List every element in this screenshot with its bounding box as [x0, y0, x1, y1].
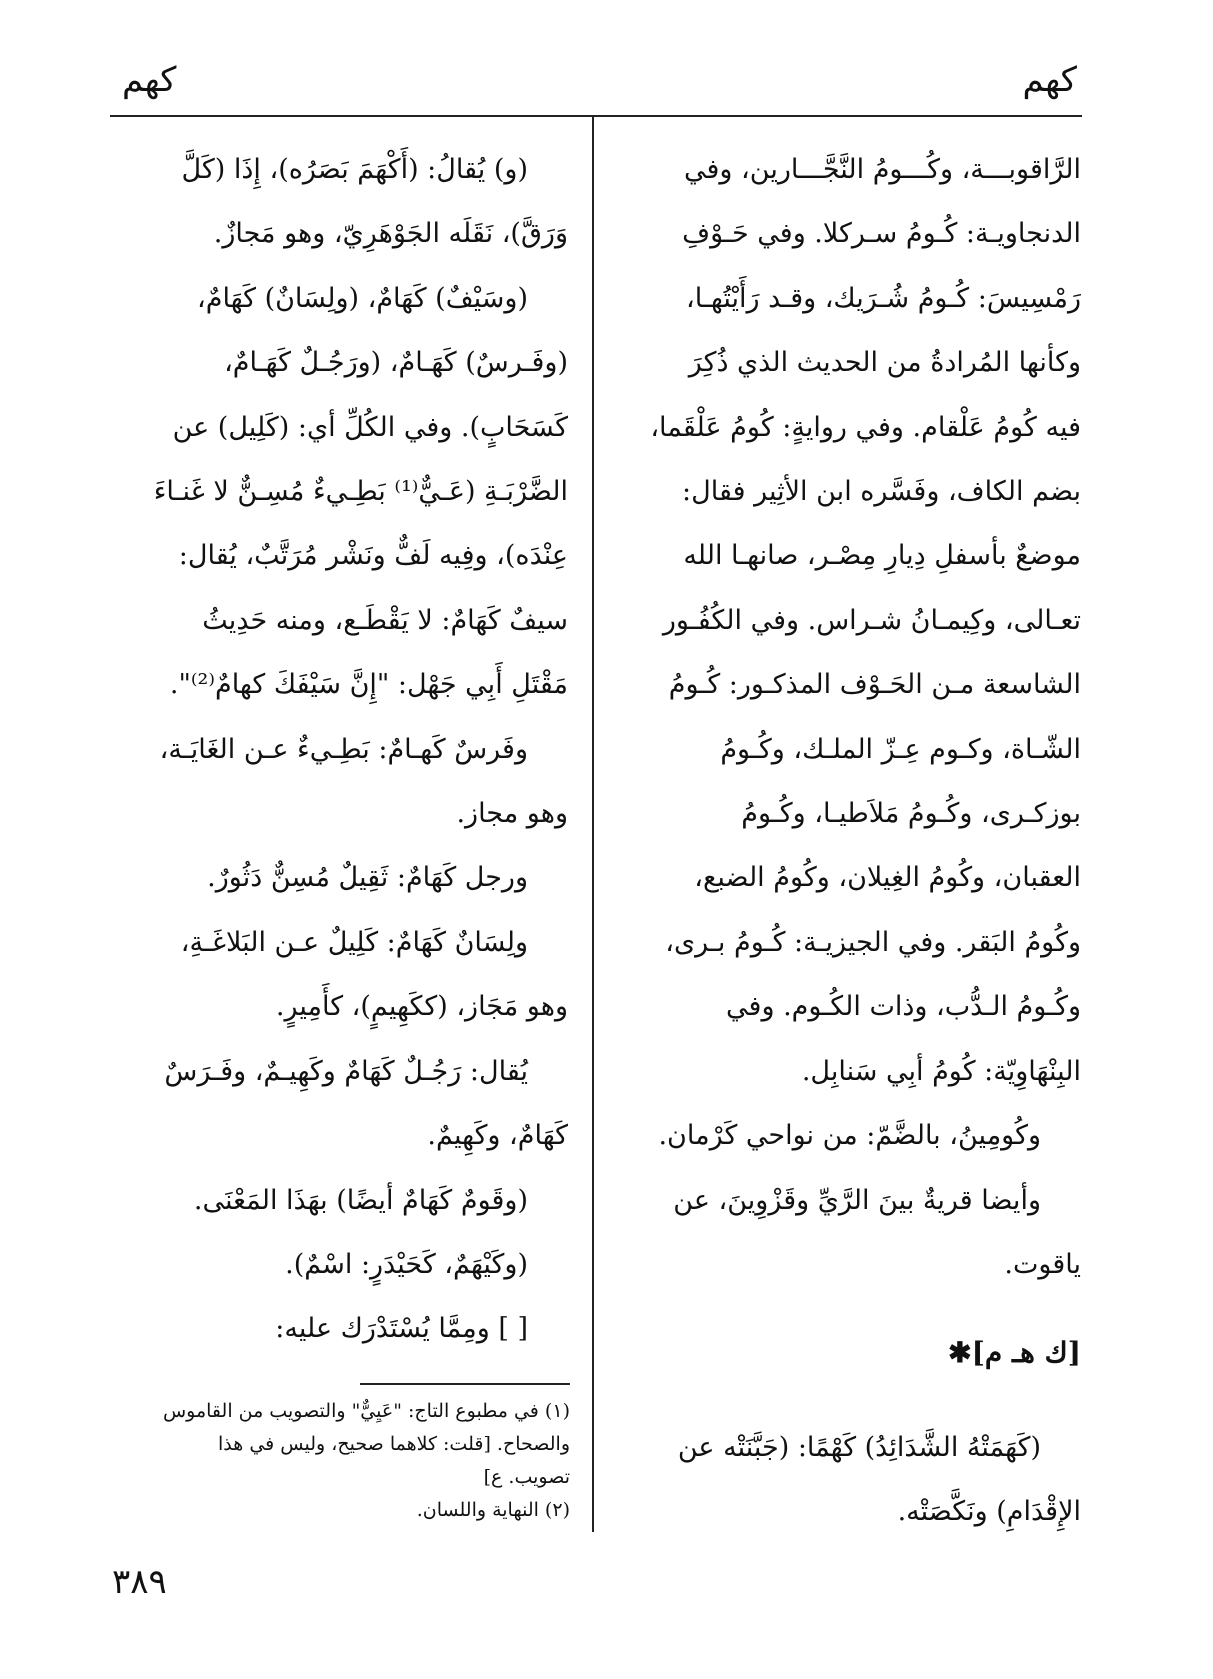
text-line: كَسَحَابٍ). وفي الكُلِّ أي: (كَلِيل) عن — [172, 411, 568, 443]
text-line: (وفَـرسٌ) كَهَـامٌ، (ورَجُـلٌ كَهَـامٌ، — [224, 347, 568, 379]
text-line: الرَّاقوبـــة، وكُـــومُ النَّجَّـــارين، وفي — [684, 154, 1081, 185]
text-line: الشاسعة مـن الحَـوْف المذكـور: كُـومُ — [668, 669, 1081, 701]
left-column — [118, 138, 568, 1362]
text-line: يُقال: رَجُـلٌ كَهَامٌ وكَهِيـمٌ، وفَـرَسٌ — [164, 1055, 528, 1087]
text-line: البِنْهَاوِيّة: كُومُ أبِي سَنابِل. — [801, 1055, 1081, 1087]
text-line: بوزكـرى، وكُـومُ مَلاَطيـا، وكُـومُ — [741, 798, 1081, 830]
text-line: وَرَقَّ)، نَقَلَه الجَوْهَرِيّ، وهو مَجازٌ. — [213, 218, 568, 250]
text-line: ورجل كَهَامٌ: ثَقِيلٌ مُسِنٌّ دَثُورٌ. — [207, 862, 528, 894]
footnotes — [118, 1395, 570, 1527]
text-line: مَقْتَلِ أَبِي جَهْل: "إِنَّ سَيْفَكَ كهامٌ⁽²⁾". — [169, 669, 568, 701]
right-column — [626, 138, 1081, 1545]
text-line: وكأنها المُرادةُ من الحديث الذي ذُكِرَ — [688, 347, 1081, 379]
running-header-left: كهم — [122, 60, 177, 100]
text-line: كَهَامٌ، وكَهِيمٌ. — [427, 1120, 568, 1152]
text-line: العقبان، وكُومُ الغِيلان، وكُومُ الضبع، — [694, 862, 1081, 894]
text-line: الشّـاة، وكـوم عِـزّ الملـك، وكُـومُ — [720, 733, 1081, 765]
text-line: (وكَيْهَمٌ، كَحَيْدَرٍ: اسْمٌ). — [285, 1248, 528, 1280]
definition-line-1: (كَهَمَتْهُ الشَّدَائِدُ) كَهْمًا: (جَبَّنَتْه عن — [677, 1431, 1041, 1463]
running-header-right: كهم — [1022, 60, 1077, 100]
text-line: عِنْدَه)، وفِيه لَفٌّ ونَشْر مُرَتَّبٌ، يُقال: — [178, 540, 568, 572]
text-line: وكُـومُ الـدُّب، وذات الكُـوم. وفي — [726, 991, 1081, 1023]
header-rule — [110, 115, 1082, 117]
text-line: وكُومُ البَقر. وفي الجيزيـة: كُـومُ بـرى، — [665, 926, 1081, 958]
text-line: سيفٌ كَهَامٌ: لا يَقْطَـع، ومنه حَدِيثُ — [202, 604, 568, 636]
paragraph-komin: وكُومِينُ، بالضَّمّ: من نواحي كَرْمان. — [658, 1120, 1041, 1152]
entry-heading: [ك هـ م]✱ — [948, 1336, 1081, 1370]
text-line: [ ] ومِمَّا يُسْتَدْرَك عليه: — [275, 1313, 528, 1345]
text-line: وهو مجاز. — [456, 798, 568, 830]
footnote-1-line-2: والصحاح. [قلت: كلاهما صحيح، وليس في هذا — [218, 1433, 570, 1455]
text-line: رَمْسِيسَ: كُـومُ شُـرَيك، وقـد رَأَيْتُهـا، — [686, 282, 1081, 314]
footnote-rule — [360, 1383, 570, 1385]
text-line: (وقَومٌ كَهَامٌ أيضًا) بهَذَا المَعْنَى. — [193, 1184, 528, 1216]
text-line: الضَّرْبَـةِ (عَـيٌّ⁽¹⁾ بَطِـيءٌ مُسِـنٌّ لا غَنـاءَ — [153, 476, 568, 508]
paragraph-qarya-line-2: ياقوت. — [1004, 1248, 1081, 1280]
text-line: (و) يُقالُ: (أَكْهَمَ بَصَرُه)، إِذَا (كَلَّ — [181, 154, 528, 185]
footnote-1-line-1: (١) في مطبوع التاج: "عَيِيٌّ" والتصويب من القاموس — [162, 1400, 570, 1422]
text-line: (وسَيْفٌ) كَهَامٌ، (ولِسَانٌ) كَهَامٌ، — [197, 282, 528, 314]
text-line: ولِسَانٌ كَهَامٌ: كَلِيلٌ عـن البَلاغَـةِ، — [180, 926, 528, 958]
column-divider — [592, 117, 594, 1532]
definition-line-2: الإِقْدَامِ) ونَكَّصَتْه. — [897, 1496, 1081, 1528]
text-line: وهو مَجَاز، (ككَهِيمٍ)، كأَمِيرٍ. — [275, 991, 568, 1023]
footnote-2: (٢) النهاية واللسان. — [416, 1499, 570, 1521]
paragraph-qarya-line-1: وأيضا قريةٌ بينَ الرَّيِّ وقَزْوِينَ، عن — [673, 1184, 1041, 1216]
text-line: الدنجاويـة: كُـومُ سـركلا. وفي حَـوْفِ — [682, 218, 1081, 250]
text-line: موضعٌ بأسفلِ دِيارِ مِصْـر، صانهـا الله — [683, 540, 1081, 572]
footnote-1-line-3: تصويب. ع] — [483, 1466, 570, 1488]
text-line: تعـالى، وكِيمـانُ شـراس. وفي الكُفُـور — [662, 604, 1081, 636]
text-line: بضم الكاف، وفَسَّره ابن الأثِير فقال: — [682, 476, 1081, 508]
text-line: فيه كُومُ عَلْقام. وفي روايةٍ: كُومُ عَلْقَما، — [650, 411, 1081, 443]
page-number: ٣٨٩ — [112, 1562, 167, 1602]
text-line: وفَرسٌ كَهـامٌ: بَطِـيءٌ عـن الغَايَـة، — [159, 733, 528, 765]
